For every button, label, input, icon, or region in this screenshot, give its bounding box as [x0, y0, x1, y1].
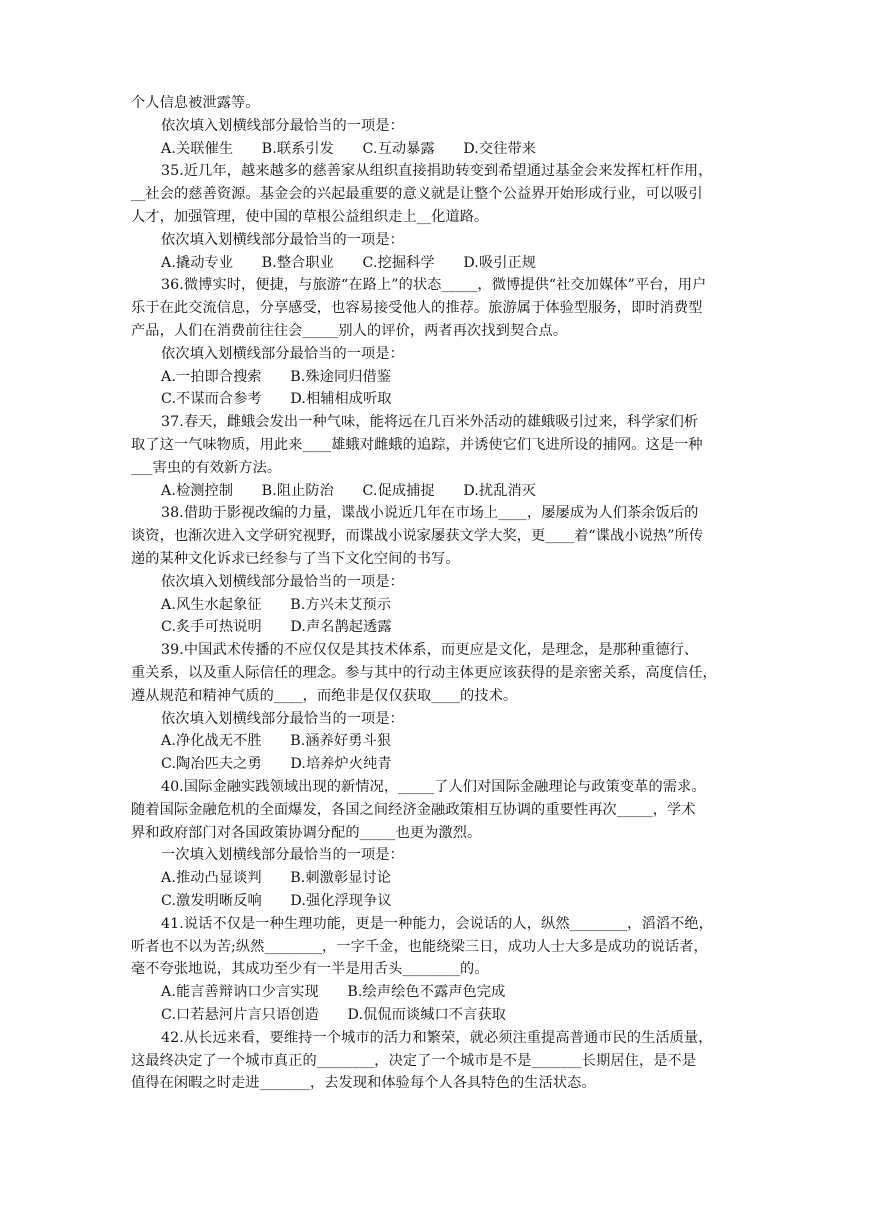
text-line: 遵从规范和精神气质的____，而绝非是仅仅获取____的技术。	[131, 687, 518, 704]
question-37: 37.春天，雌蛾会发出一种气味，能将远在几百米外活动的雄蛾吸引过来，科学家们析	[161, 414, 699, 431]
text-line: 毫不夸张地说，其成功至少有一半是用舌头________的。	[131, 961, 489, 978]
text-line: 依次填入划横线部分最恰当的一项是：	[161, 231, 404, 248]
question-41: 41.说话不仅是一种生理功能，更是一种能力，会说话的人，纵然________，滔滔不绝，	[161, 915, 713, 932]
answer-options: C.陶冶匹夫之勇 D.培养炉火纯青	[161, 756, 392, 773]
text-line: 乐于在此交流信息，分享感受，也容易接受他人的推荐。旅游属于体验型服务，即时消费型	[131, 300, 703, 317]
answer-options: A.能言善辩讷口少言实现 B.绘声绘色不露声色完成	[161, 984, 506, 1001]
answer-options: C.不谋而合参考 D.相辅相成听取	[161, 391, 392, 408]
text-line: 一次填入划横线部分最恰当的一项是：	[161, 847, 404, 864]
text-line: 个人信息被泄露等。	[131, 95, 260, 111]
answer-options: C.炙手可热说明 D.声名鹊起透露	[161, 619, 392, 636]
text-line: 界和政府部门对各国政策协调分配的_____也更为激烈。	[131, 824, 482, 841]
text-line: 依次填入划横线部分最恰当的一项是：	[161, 117, 404, 134]
text-line: ___害虫的有效新方法。	[131, 459, 282, 476]
question-35: 35.近几年，越来越多的慈善家从组织直接捐助转变到希望通过基金会来发挥杠杆作用，	[161, 163, 713, 180]
answer-options: A.撬动专业 B.整合职业 C.挖掘科学 D.吸引正规	[161, 254, 537, 271]
question-40: 40.国际金融实践领域出现的新情况，_____了人们对国际金融理论与政策变革的需求。	[161, 779, 706, 795]
answer-options: C.口若悬河片言只语创造 D.侃侃而谈缄口不言获取	[161, 1007, 506, 1023]
question-36: 36.微博实时，便捷，与旅游“在路上”的状态_____，微博提供“社交加媒体”平台，用户	[161, 277, 707, 294]
text-line: 取了这一气味物质，用此来____雄蛾对雌蛾的追踪，并诱使它们飞进所设的捕网。这是一种	[131, 437, 703, 453]
text-line: __社会的慈善资源。基金会的兴起最重要的意义就是让整个公益界开始形成行业，可以吸引	[131, 186, 703, 203]
text-line: 递的某种文化诉求已经参与了当下文化空间的书写。	[131, 551, 460, 567]
text-line: 依次填入划横线部分最恰当的一项是：	[161, 345, 404, 362]
question-42: 42.从长远来看，要维持一个城市的活力和繁荣，就必须注重提高普通市民的生活质量，	[161, 1029, 713, 1046]
answer-options: A.关联催生 B.联系引发 C.互动暴露 D.交往带来	[161, 140, 537, 157]
text-line: 依次填入划横线部分最恰当的一项是：	[161, 710, 404, 727]
answer-options: A.一拍即合搜索 B.殊途同归借鉴	[161, 368, 392, 385]
answer-options: A.风生水起象征 B.方兴未艾预示	[161, 596, 392, 613]
text-line: 听者也不以为苦;纵然________，一字千金，也能绕梁三日，成功人士大多是成功的说话者，	[131, 938, 708, 955]
question-39: 39.中国武术传播的不应仅仅是其技术体系，而更应是文化，是理念，是那种重德行、	[161, 642, 699, 659]
text-line: 产品，人们在消费前往往会_____别人的评价，两者再次找到契合点。	[131, 323, 568, 339]
text-line: 随着国际金融危机的全面爆发，各国之间经济金融政策相互协调的重要性再次_____，学术	[131, 801, 696, 818]
text-line: 谈资，也渐次进入文学研究视野，而谍战小说家屡获文学大奖，更____着“谍战小说热”所传	[131, 528, 704, 545]
answer-options: A.净化战无不胜 B.涵养好勇斗狠	[161, 733, 392, 750]
question-38: 38.借助于影视改编的力量，谍战小说近几年在市场上____，屡屡成为人们茶余饭后的	[161, 505, 699, 522]
text-line: 这最终决定了一个城市真正的________，决定了一个城市是不是_______长期居住，是不是	[131, 1052, 697, 1069]
answer-options: A.推动凸显谈判 B.刺激彰显讨论	[161, 870, 392, 887]
answer-options: C.激发明晰反响 D.强化浮现争议	[161, 893, 392, 909]
text-line: 依次填入划横线部分最恰当的一项是：	[161, 573, 404, 590]
text-line: 人才，加强管理，使中国的草根公益组织走上__化道路。	[131, 209, 489, 225]
text-line: 值得在闲暇之时走进_______，去发现和体验每个人各具特色的生活状态。	[131, 1075, 596, 1092]
text-line: 重关系，以及重人际信任的理念。参与其中的行动主体更应该获得的是亲密关系，高度信任，	[131, 665, 717, 681]
answer-options: A.检测控制 B.阻止防治 C.促成捕捉 D.扰乱消灭	[161, 482, 537, 499]
